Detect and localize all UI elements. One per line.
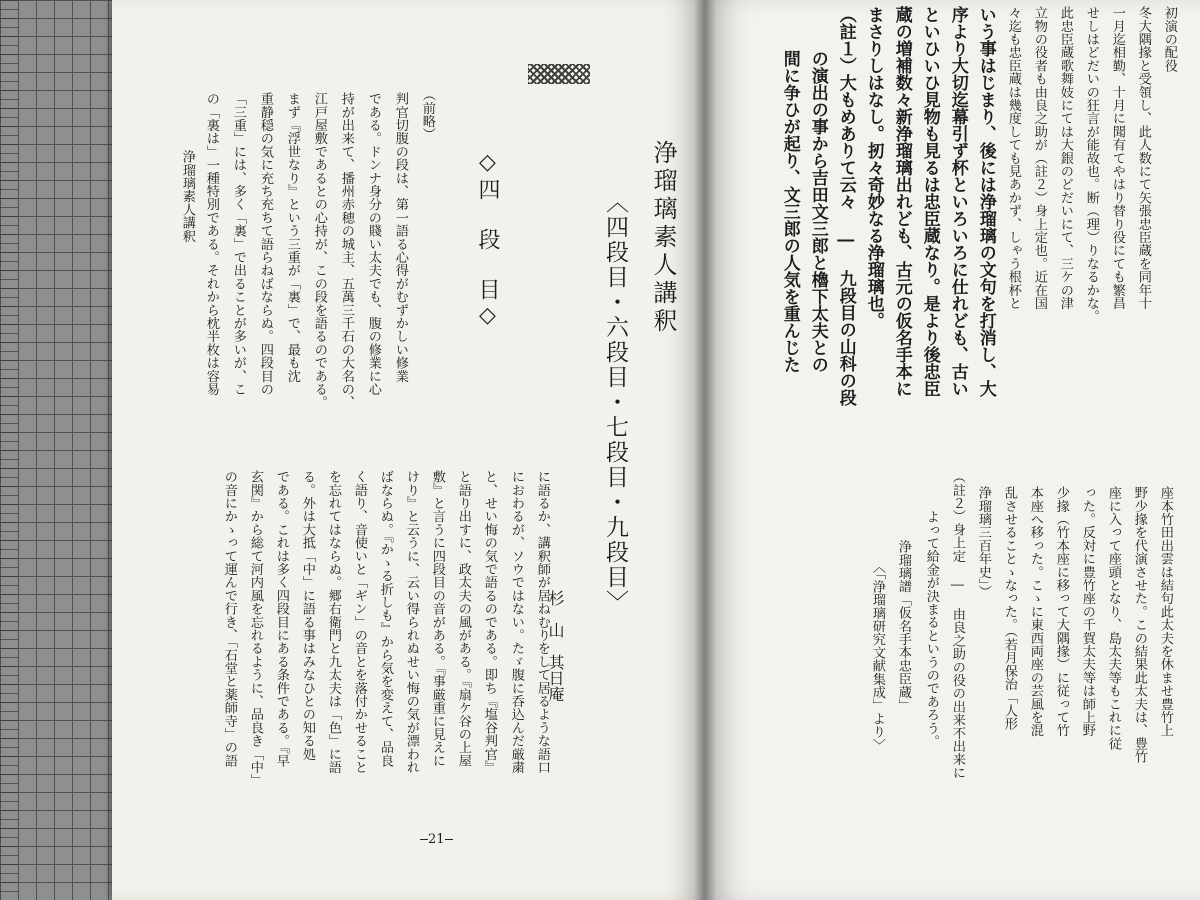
body-column: におわるが、ソウではない。たゞ腹に呑込んだ厳粛	[508, 470, 524, 774]
footnote-2-heading: （註２）身上定 ― 由良之助の役の出来不出来に	[949, 470, 965, 779]
body-column-large: といひいひ見物も見るは忠臣蔵なり。是より後忠臣	[919, 6, 940, 397]
body-column: 少掾（竹本座に移って大隅掾）に従って竹	[1053, 486, 1069, 737]
source-title: 浄瑠璃譜「仮名手本忠臣蔵」	[895, 540, 911, 712]
body-column: る。外は大抵「中」に語る事はみなひとの知る処	[299, 470, 315, 761]
body-column-large: 蔵の増補数々新浄瑠璃出れども、古元の仮名手本に	[891, 6, 912, 397]
body-column: に語るか、講釈師が居ねむりをして居るような語口	[534, 470, 550, 774]
body-column: の「裏は」一種特別である。それから枕半枚は容易	[203, 92, 219, 396]
body-column: 立物の役者も由良之助が（註２）身上定也。近在国	[1031, 6, 1047, 310]
body-column: まず『浮世なり』という三重が「裏」で、最も沈	[284, 92, 300, 383]
body-column: 重静穏の気に充ち充ちて語らねばならぬ。四段目の	[257, 92, 273, 396]
body-column: 冬大隅掾と受領し、此人数にて矢張忠臣蔵を同年十	[1135, 6, 1151, 310]
article-title: 浄瑠璃素人講釈	[649, 140, 677, 336]
body-column: 判官切腹の段は、第一語る心得がむずかしい修業	[392, 92, 408, 383]
body-column: と語り出すに、政太夫の風がある。『扇ケ谷の上屋	[455, 470, 471, 767]
body-column: 此忠臣蔵歌舞妓にては大銀のどだいにて、三ケの津	[1057, 6, 1073, 310]
body-column: 座に入って座頭となり、島太夫等もこれに従	[1105, 486, 1121, 750]
body-column: 本座へ移った。こゝに東西両座の芸風を混	[1027, 486, 1043, 737]
page-number	[420, 832, 453, 847]
article-subtitle: 〈四段目・六段目・七段目・九段目〉	[602, 190, 628, 615]
body-column: の音にかゝって運んで行き、「石堂と薬師寺」の語	[221, 470, 237, 767]
source-citation: 〈「浄瑠璃研究文献集成」より〉	[869, 560, 885, 752]
preface-note: （前略）	[419, 88, 435, 141]
body-column: けり』と云うに、云い得られぬせい悔の気が漂われ	[403, 470, 419, 774]
body-column: 乱させることゝなった。（若月保治「人形	[1001, 486, 1017, 731]
body-column: 一月迄相勤、十月に聞有てやはり替り役にても繁昌	[1109, 6, 1125, 310]
body-column: 玄関』から総て河内風を忘れるように、品良き「中」	[247, 470, 263, 787]
mat-ruler-edge	[0, 0, 18, 900]
folio-dash-left	[420, 839, 428, 840]
body-column: ばならぬ。『かゝる折しも』から気を変えて、品良	[377, 470, 393, 767]
body-column-large: の演出の事から吉田文三郎と櫓下太夫との	[807, 50, 828, 373]
body-column: 敷』と言うに四段目の音がある。『事厳重に見えに	[429, 470, 445, 767]
page-number-value: 21	[428, 832, 445, 847]
body-column: 浄瑠璃三百年史」）	[975, 486, 991, 599]
body-column: である。ドンナ身分の賤い太夫でも、腹の修業に心	[365, 92, 381, 396]
running-header: 浄瑠璃素人講釈	[179, 150, 195, 243]
footnote-1-heading: （註１）大もめありて云々 ― 九段目の山科の段	[835, 6, 856, 406]
section-heading: ◇四 段 目◇	[475, 150, 500, 331]
body-column: 座本竹田出雲は結句此太夫を休ませ豊竹上	[1157, 486, 1173, 737]
body-column: った。反対に豊竹座の千賀太夫等は師上野	[1079, 486, 1095, 737]
body-column: 持が出来て、播州赤穂の城主、五萬三千石の大名の、	[338, 92, 354, 409]
body-column: 江戸屋敷であるとの心持が、この段を語るのである。	[311, 92, 327, 409]
body-column: 野少掾を代演させた。この結果此太夫は、豊竹	[1131, 486, 1147, 764]
body-column: を忘れてはならぬ。郷右衛門と九太夫は「色」に語	[325, 470, 341, 774]
ornament-rule	[528, 64, 590, 84]
body-column-large: 間に争ひが起り、文三郎の人気を重んじた	[779, 50, 800, 373]
body-column-large: まさりしはなし。扨々奇妙なる浄瑠璃也。	[863, 6, 884, 329]
body-column-large: 序より大切迄幕引ず杯といろいろに仕れども、古い	[947, 6, 968, 397]
book-gutter	[694, 0, 716, 900]
article-author: 杉 山 其日庵	[546, 590, 565, 702]
folio-dash-right	[445, 839, 453, 840]
body-column: 々迄も忠臣蔵は幾度しても見あかず、しゃう根杯と	[1005, 6, 1021, 310]
body-column: く語り、音使いと「ギン」の音とを落付かせること	[351, 470, 367, 774]
body-column-large: いう事はじまり、後には浄瑠璃の文句を打消し、大	[975, 6, 996, 397]
body-column: である。これは多く四段目にある条件である。『早	[273, 470, 289, 767]
body-column: よって給金が決まるというのであろう。	[923, 510, 939, 748]
body-column: と、せい悔の気で語るのである。即ち『塩谷判官』	[481, 470, 497, 774]
body-column: 「三重」には、多く「裏」で出ることが多いが、こ	[230, 92, 246, 396]
body-column: 初演の配役	[1161, 6, 1177, 72]
body-column: せしはどだいの狂言が能故也。断（理）りなるかな。	[1083, 6, 1099, 323]
